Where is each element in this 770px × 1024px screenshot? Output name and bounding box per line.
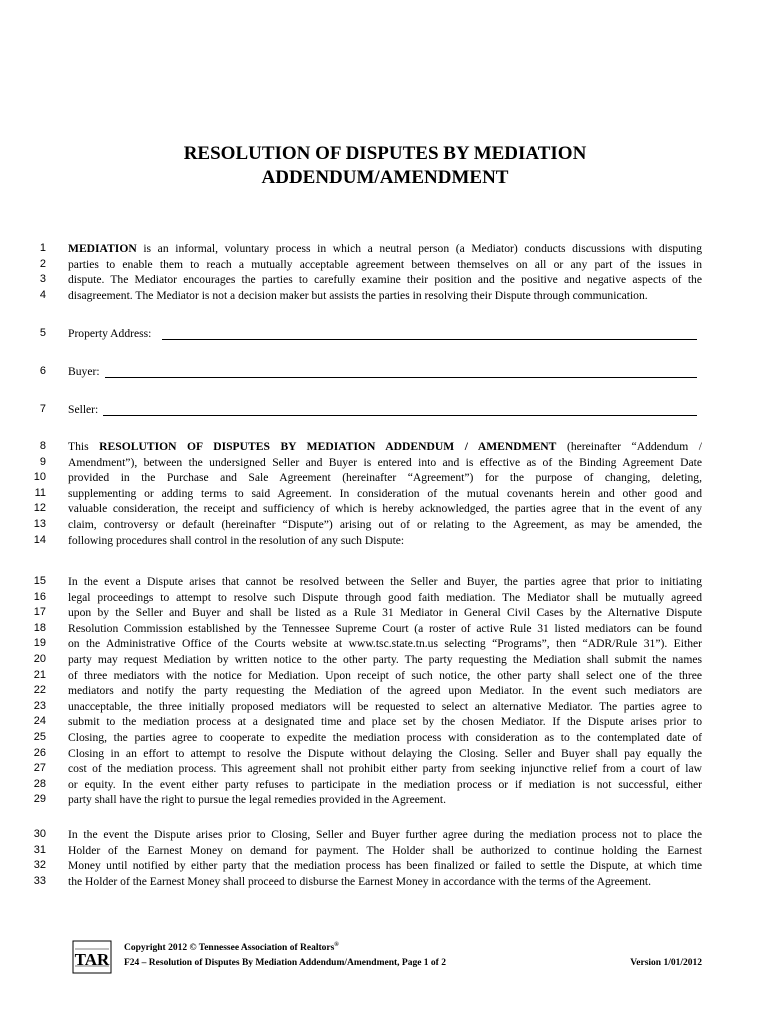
registered-mark: ® — [334, 942, 339, 948]
line-number: 21 — [33, 668, 46, 681]
line-number: 19 — [33, 637, 46, 650]
line-number: 31 — [33, 843, 46, 856]
paragraph-text: (hereinafter “Addendum / — [556, 440, 702, 453]
seller-label: Seller: — [68, 403, 99, 416]
paragraph-line: on the Administrative Office of the Courts website at www.tsc.state.tn.us selecting “Programs”, then “ADR/Rule 31”). Either — [68, 637, 702, 651]
copyright-text — [124, 942, 339, 953]
buyer-field[interactable] — [105, 365, 697, 378]
paragraph-text: This — [68, 440, 100, 453]
line-number: 11 — [34, 486, 46, 499]
line-number: 33 — [33, 874, 46, 887]
line-number: 15 — [33, 575, 46, 587]
line-number: 8 — [39, 440, 46, 452]
line-number: 20 — [33, 652, 46, 665]
copyright-label: Copyright 2012 © Tennessee Association of Realtors — [124, 943, 335, 954]
paragraph-line: dispute. The Mediator encourages the parties to carefully examine their position and the positive and negative aspects of the — [68, 273, 702, 287]
line-number: 5 — [39, 327, 46, 339]
line-number: 22 — [33, 684, 46, 697]
line-number: 32 — [33, 859, 46, 872]
line-number: 3 — [39, 273, 46, 286]
paragraph-line: mediators and notify the party requesting the Mediation of the agreed upon Mediator. In the event such mediators are — [68, 684, 702, 698]
seller-row — [0, 402, 770, 418]
paragraph-line: supplementing or adding terms to said Agreement. In consideration of the mutual covenants herein and other good and — [68, 486, 702, 500]
line-number: 9 — [39, 455, 46, 468]
line-number: 13 — [33, 517, 46, 530]
paragraph-line: Closing, the parties agree to cooperate to expedite the mediation process with consideration as to the contemplated date of — [68, 730, 702, 744]
line-number: 24 — [33, 715, 46, 728]
mediation-heading: MEDIATION — [68, 242, 137, 255]
form-page-label: F24 – Resolution of Disputes By Mediation Addendum/Amendment, Page 1 of 2 — [124, 958, 446, 968]
addendum-name: RESOLUTION OF DISPUTES BY MEDIATION ADDENDUM / AMENDMENT — [99, 440, 557, 453]
line-number: 4 — [39, 288, 46, 301]
line-number: 23 — [33, 699, 46, 712]
line-number: 30 — [33, 828, 46, 840]
line-number: 18 — [33, 621, 46, 634]
paragraph-line: Closing in an effort to attempt to resolve the Dispute without delaying the Closing. Seller and Buyer shall pay equally the — [68, 746, 702, 760]
paragraph-line: or equity. In the event either party refuses to participate in the mediation process or if mediation is not successful, either — [68, 777, 702, 791]
line-number: 2 — [39, 257, 46, 270]
document-title-line1: RESOLUTION OF DISPUTES BY MEDIATION — [183, 143, 587, 164]
paragraph-line: Money until notified by either party that the mediation process has been finalized or failed to settle the Dispute, at which time — [68, 859, 702, 873]
paragraph-line: upon by the Seller and Buyer and shall be listed as a Rule 31 Mediator in General Civil Cases by the Alternative Dispute — [68, 606, 702, 620]
paragraph-line: parties to enable them to reach a mutually acceptable agreement between themselves on all or any part of the issues in — [68, 257, 702, 271]
paragraph-line: party may request Mediation by written notice to the other party. The party requesting the Mediation shall submit the names — [68, 652, 702, 666]
paragraph-line: Holder of the Earnest Money on demand for payment. The Holder shall be authorized to continue holding the Earnest — [68, 843, 702, 857]
seller-field[interactable] — [103, 403, 697, 416]
line-number: 12 — [33, 502, 46, 515]
paragraph-line: submit to the mediation process at a designated time and place set by the chosen Mediator. If the Dispute arises prior to — [68, 715, 702, 729]
paragraph-line: Amendment”), between the undersigned Seller and Buyer is entered into and is effective as of the Binding Agreement Date — [68, 455, 702, 469]
line-number: 14 — [33, 533, 46, 546]
paragraph-text: is an informal, voluntary process in which a neutral person (a Mediator) conducts discussions with disputing — [136, 242, 702, 255]
paragraph-line: In the event a Dispute arises that cannot be resolved between the Seller and Buyer, the parties agree that prior to initiating — [68, 575, 702, 588]
line-number: 26 — [33, 746, 46, 759]
document-title-line2: ADDENDUM/AMENDMENT — [261, 167, 509, 188]
property-address-field[interactable] — [162, 327, 697, 340]
paragraph-line: provided in the Purchase and Sale Agreement (hereinafter “Agreement”) for the purpose of changing, deleting, — [68, 471, 702, 485]
paragraph-line: unacceptable, the three initially proposed mediators will be requested to select an alternative Mediator. The parties agree to — [68, 699, 702, 713]
paragraph-line: In the event the Dispute arises prior to Closing, Seller and Buyer further agree during the mediation process not to place the — [68, 828, 702, 841]
paragraph-line: claim, controversy or default (hereinafter “Dispute”) arising out of or relating to the Agreement, as may be amended, the — [68, 517, 702, 531]
property-address-row — [0, 326, 770, 342]
line-number: 7 — [39, 403, 46, 415]
line-number: 27 — [33, 762, 46, 775]
paragraph-line: party shall have the right to pursue the legal remedies provided in the Agreement. — [68, 793, 446, 807]
buyer-row — [0, 364, 770, 380]
line-number: 6 — [39, 365, 46, 377]
page-footer — [72, 940, 702, 976]
paragraph-line: valuable consideration, the receipt and sufficiency of which is hereby acknowledged, the parties agree that in the event of any — [68, 502, 702, 516]
buyer-label: Buyer: — [68, 365, 100, 378]
mediation-definition-paragraph — [0, 241, 770, 303]
addendum-intro-paragraph — [0, 439, 770, 548]
paragraph-line — [68, 439, 702, 455]
logo-lettering: TAR — [74, 950, 110, 969]
tar-logo-icon — [72, 940, 112, 974]
line-number: 10 — [33, 471, 46, 484]
paragraph-line: legal proceedings to attempt to resolve such Dispute through good faith mediation. The Mediator shall be mutually agreed — [68, 590, 702, 604]
line-number: 17 — [33, 606, 46, 619]
paragraph-line — [68, 241, 702, 257]
mediation-procedure-paragraph — [0, 574, 770, 808]
line-number: 16 — [33, 590, 46, 603]
version-label: Version 1/01/2012 — [630, 958, 702, 968]
paragraph-line: Resolution Commission established by the Tennessee Supreme Court (a roster of active Rule 31 listed mediators can be found — [68, 621, 702, 635]
line-number: 29 — [33, 793, 46, 806]
paragraph-line: disagreement. The Mediator is not a decision maker but assists the parties in resolving their Dispute through communication. — [68, 288, 648, 302]
property-address-label: Property Address: — [68, 327, 152, 340]
paragraph-line: the Holder of the Earnest Money shall proceed to disburse the Earnest Money in accordance with the terms of the Agreement. — [68, 874, 652, 888]
line-number: 25 — [33, 730, 46, 743]
earnest-money-paragraph — [0, 827, 770, 889]
paragraph-line: of three mediators with the notice for Mediation. Upon receipt of such notice, the other party shall select one of the three — [68, 668, 702, 682]
paragraph-line: cost of the mediation process. This agreement shall not prohibit either party from seeking injunctive relief from a court of law — [68, 762, 702, 776]
line-number: 1 — [39, 242, 46, 254]
paragraph-line: following procedures shall control in the resolution of any such Dispute: — [68, 533, 405, 547]
line-number: 28 — [33, 777, 46, 790]
